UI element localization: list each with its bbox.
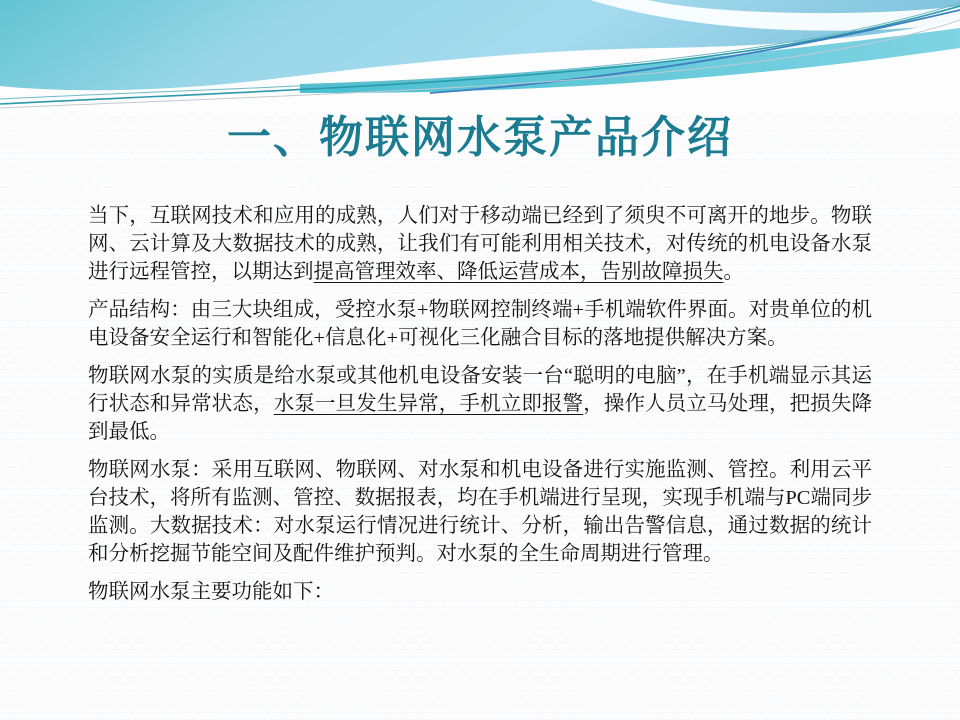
header-wave-graphic [0,0,960,112]
text-segment: 物联网水泵的实质是给水泵或其他机电设备安装一台“聪明的电脑”，在手机端显示其运行状态和异常状态， [88,365,872,415]
paragraph-product-structure [88,296,872,352]
text-segment: 产品结构：由三大块组成，受控水泵+物联网控制终端+手机端软件界面。对贵单位的机电设备安全运行和智能化+信息化+可视化三化融合目标的落地提供解决方案。 [88,299,872,349]
slide-body-text [88,202,872,616]
paragraph-functions-lead-in [88,578,872,606]
text-segment: 物联网水泵：采用互联网、物联网、对水泵和机电设备进行实施监测、管控。利用云平台技术，将所有监测、管控、数据报表，均在手机端进行呈现，实现手机端与PC端同步监测。大数据技术：对水泵运行情况进行统计、分析，输出告警信息，通过数据的统计和分析挖掘节能空间及配件维护预判。对水泵的全生命周期进行管理。 [88,459,872,565]
text-segment: 物联网水泵主要功能如下： [88,581,334,603]
text-segment: 。 [723,261,744,283]
text-segment-underlined: 提高管理效率、降低运营成本，告别故障损失 [313,261,724,283]
text-segment: 当下，互联网技术和应用的成熟，人们对于移动端已经到了须臾不可离开的地步。物联网、云计算及大数据技术的成熟，让我们有可能利用相关技术，对传统的机电设备水泵进行远程管控，以期达到 [88,205,872,283]
text-segment: ，操作人员立马处理，把损失降到最低。 [88,393,873,443]
paragraph-intro [88,202,872,286]
text-segment-underlined: 水泵一旦发生异常，手机立即报警 [273,393,584,415]
paragraph-technology [88,456,872,568]
paragraph-essence [88,362,872,446]
page-title: 一、物联网水泵产品介绍 [227,113,733,162]
